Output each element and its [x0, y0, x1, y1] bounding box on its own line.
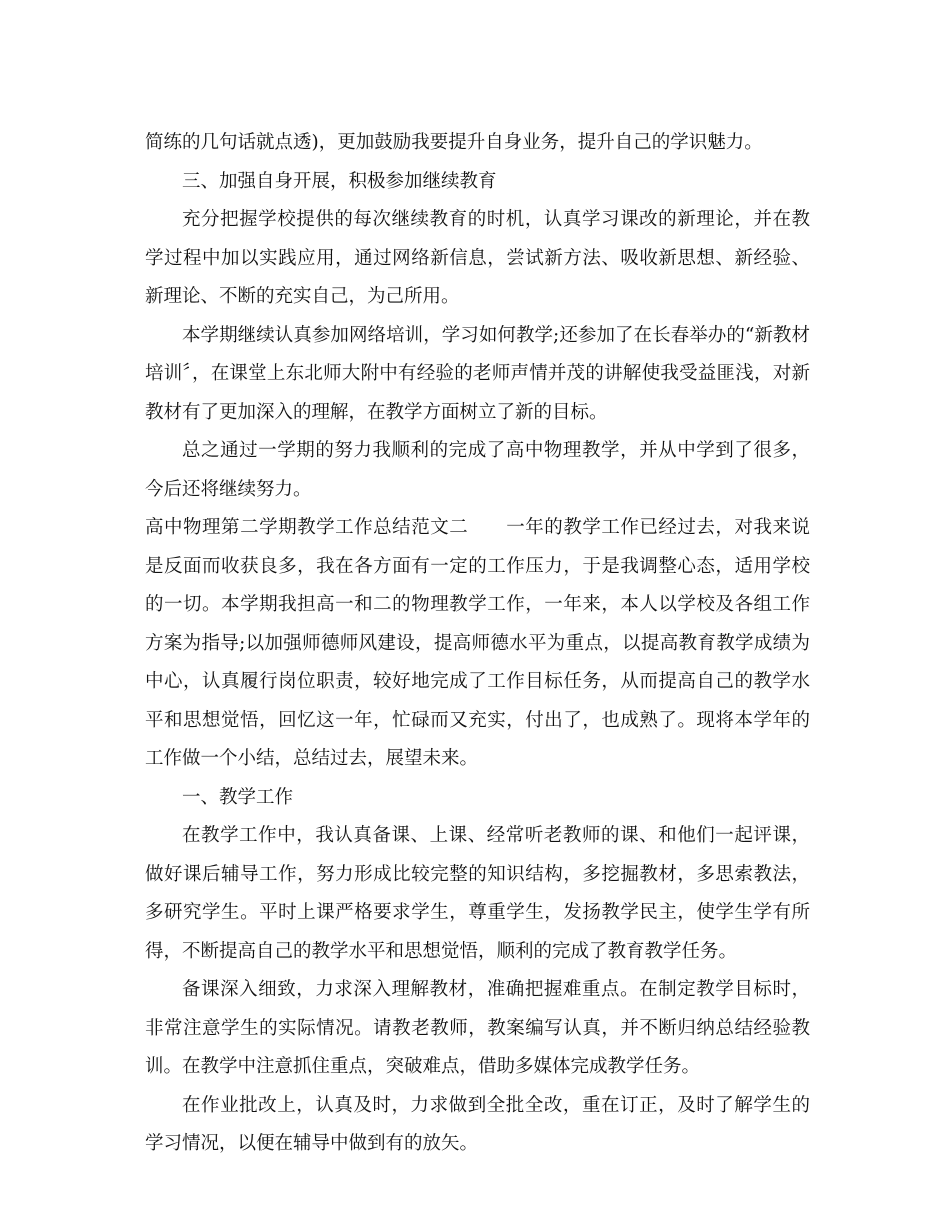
paragraph-5: 总之通过一学期的努力我顺利的完成了高中物理教学，并从中学到了很多，今后还将继续努力。 — [145, 440, 810, 500]
paragraph-3: 充分把握学校提供的每次继续教育的时机，认真学习课改的新理论，并在教学过程中加以实践应用，通过网络新信息，尝试新方法、吸收新思想、新经验、新理论、不断的充实自己，为己所用。 — [145, 209, 810, 307]
paragraph-6-with-title: 高中物理第二学期教学工作总结范文二 一年的教学工作已经过去，对我来说是反面而收获良多，我在各方面有一定的工作压力，于是我调整心态，适用学校的一切。本学期我担高一和二的物理教学工作，一年来，本人以学校及各组工作方案为指导;以加强师德师风建设，提高师德水平为重点，以提高教育教学成绩为中心，认真履行岗位职责，较好地完成了工作目标任务，从而提高自己的教学水平和思想觉悟，回忆这一年，忙碌而又充实，付出了，也成熟了。现将本学年的工作做一个小结，总结过去，展望未来。 — [145, 517, 810, 769]
document-body — [145, 124, 810, 1164]
section-heading-1: 一、教学工作 — [182, 786, 294, 808]
paragraph-1: 简练的几句话就点透)，更加鼓励我要提升自身业务，提升自己的学识魅力。 — [145, 132, 763, 153]
paragraph-9: 备课深入细致，力求深入理解教材，准确把握难重点。在制定教学目标时，非常注意学生的实际情况。请教老教师，教案编写认真，并不断归纳总结经验教训。在教学中注意抓住重点，突破难点，借助多媒体完成教学任务。 — [145, 979, 810, 1077]
paragraph-10: 在作业批改上，认真及时，力求做到全批全改，重在订正，及时了解学生的学习情况，以便在辅导中做到有的放矢。 — [145, 1094, 810, 1154]
paragraph-4: 本学期继续认真参加网络培训，学习如何教学;还参加了在长春举办的“新教材培训〞，在课堂上东北师大附中有经验的老师声情并茂的讲解使我受益匪浅，对新教材有了更加深入的理解，在教学方面树立了新的目标。 — [145, 324, 810, 423]
paragraph-8: 在教学工作中，我认真备课、上课、经常听老教师的课、和他们一起评课，做好课后辅导工作，努力形成比较完整的知识结构，多挖掘教材，多思索教法，多研究学生。平时上课严格要求学生，尊重学生，发扬教学民主，使学生学有所得，不断提高自己的教学水平和思想觉悟，顺利的完成了教育教学任务。 — [145, 825, 810, 962]
section-heading-3: 三、加强自身开展，积极参加继续教育 — [182, 170, 497, 192]
